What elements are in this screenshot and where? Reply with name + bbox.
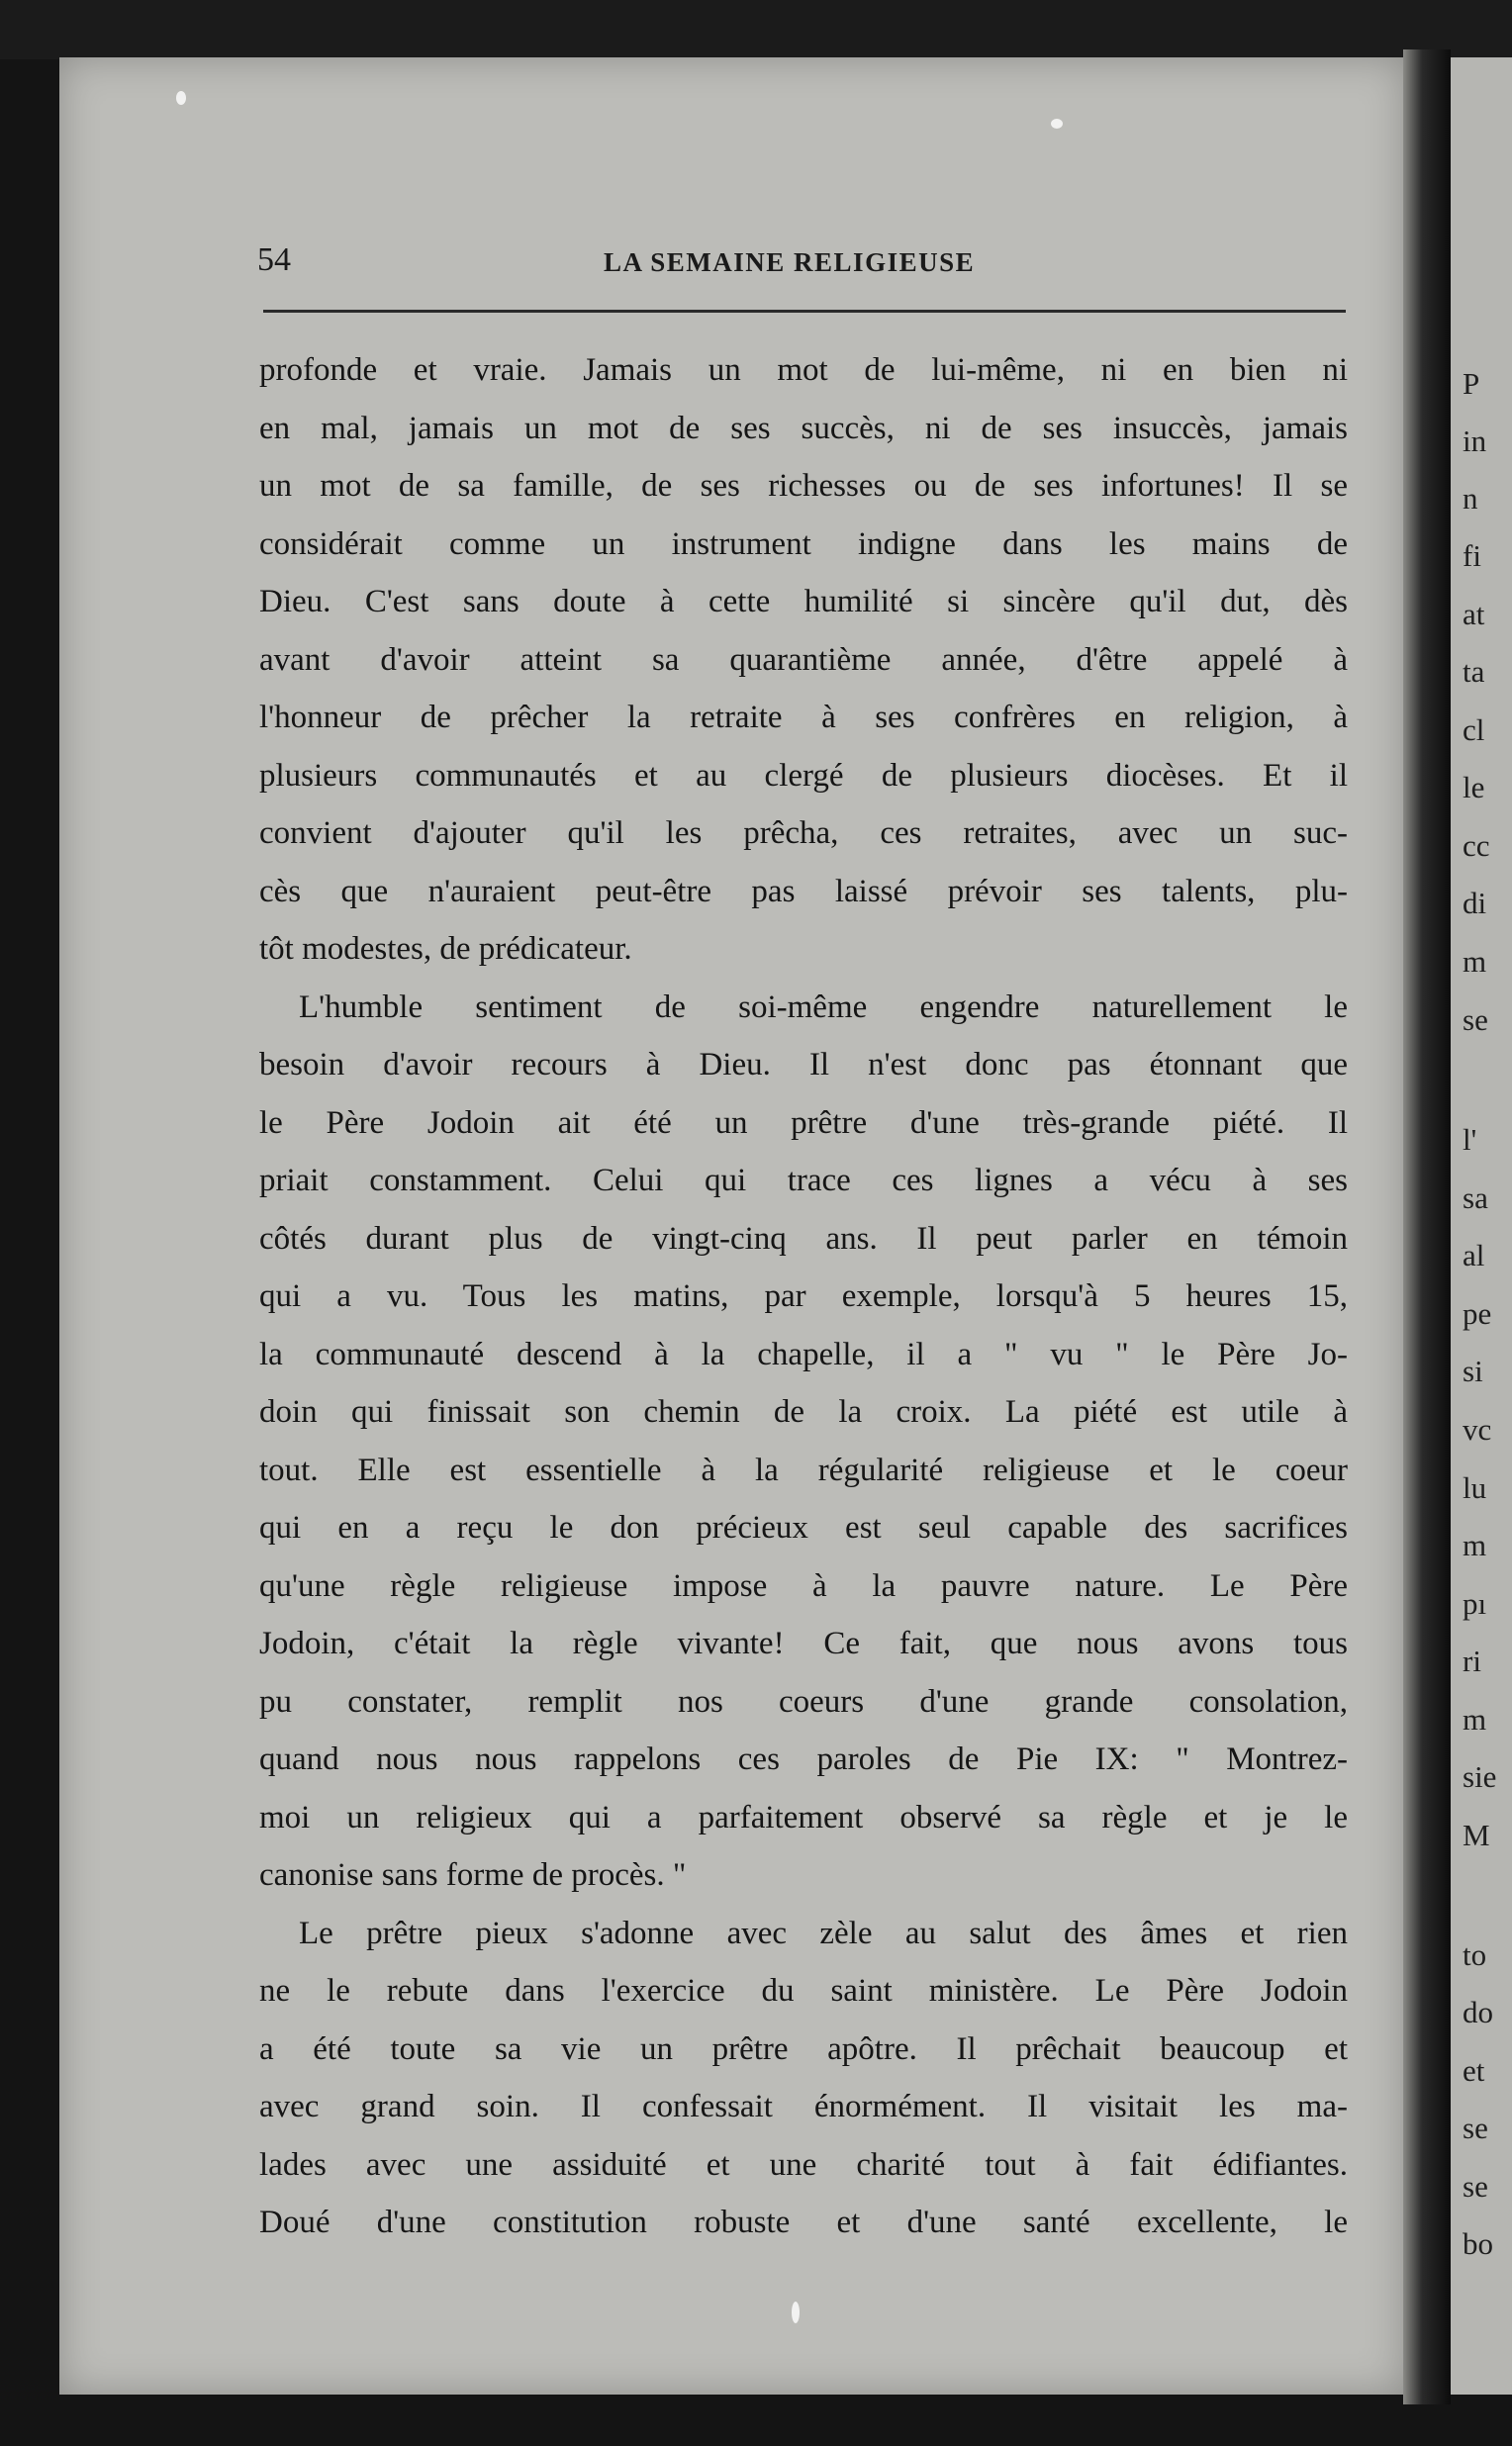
book-gutter bbox=[1403, 49, 1451, 2404]
text-line: Doué d'une constitution robuste et d'une santé excellente, le bbox=[259, 2205, 1348, 2240]
adjacent-page-fragment: to bbox=[1463, 1937, 1487, 1972]
text-line: tout. Elle est essentielle à la régularité religieuse et le coeur bbox=[259, 1452, 1348, 1488]
adjacent-page-fragment: at bbox=[1463, 597, 1485, 631]
text-line: Le prêtre pieux s'adonne avec zèle au salut des âmes et rien bbox=[299, 1915, 1348, 1951]
text-line: plusieurs communautés et au clergé de plusieurs diocèses. Et il bbox=[259, 757, 1348, 794]
text-line: en mal, jamais un mot de ses succès, ni de ses insuccès, jamais bbox=[259, 410, 1348, 446]
adjacent-page-fragment: bo bbox=[1463, 2226, 1493, 2261]
adjacent-page-fragment: al bbox=[1463, 1238, 1485, 1272]
text-line: lades avec une assiduité et une charité tout à fait édifiantes. bbox=[259, 2146, 1348, 2183]
running-title: LA SEMAINE RELIGIEUSE bbox=[604, 247, 976, 277]
adjacent-page-fragment: pı bbox=[1463, 1586, 1487, 1621]
adjacent-page-fragment: in bbox=[1463, 423, 1487, 458]
adjacent-page-fragment: P bbox=[1463, 366, 1480, 401]
adjacent-page-fragment: cl bbox=[1463, 712, 1485, 747]
text-line: L'humble sentiment de soi-même engendre naturellement le bbox=[299, 988, 1348, 1025]
adjacent-page-fragment: ri bbox=[1463, 1644, 1481, 1678]
text-line: cès que n'auraient peut-être pas laissé prévoir ses talents, plu- bbox=[259, 873, 1348, 909]
text-line: moi un religieux qui a parfaitement observé sa règle et je le bbox=[259, 1799, 1348, 1835]
adjacent-page-edge bbox=[1451, 57, 1512, 2395]
adjacent-page-fragment: vc bbox=[1463, 1412, 1492, 1447]
adjacent-page-fragment: et bbox=[1463, 2053, 1485, 2088]
scan-frame-top bbox=[0, 0, 1512, 59]
adjacent-page-fragment: le bbox=[1463, 770, 1485, 804]
text-line: avec grand soin. Il confessait énormément. Il visitait les ma- bbox=[259, 2089, 1348, 2124]
scan-speck bbox=[1051, 119, 1063, 129]
adjacent-page-fragment: sa bbox=[1463, 1180, 1488, 1215]
text-line: le Père Jodoin ait été un prêtre d'une très-grande piété. Il bbox=[259, 1104, 1348, 1141]
adjacent-page-fragment: si bbox=[1463, 1354, 1483, 1388]
text-line: la communauté descend à la chapelle, il a " vu " le Père Jo- bbox=[259, 1336, 1348, 1372]
adjacent-page-fragment: sie bbox=[1463, 1759, 1497, 1794]
page-header bbox=[257, 241, 1346, 281]
scan-speck bbox=[792, 2302, 800, 2323]
text-line: quand nous nous rappelons ces paroles de Pie IX: " Montrez- bbox=[259, 1741, 1348, 1777]
adjacent-page-fragment: se bbox=[1463, 2169, 1488, 2204]
adjacent-page-fragment: m bbox=[1463, 1528, 1487, 1562]
text-line: Dieu. C'est sans doute à cette humilité si sincère qu'il dut, dès bbox=[259, 584, 1348, 619]
body-text bbox=[259, 341, 1348, 2252]
text-line: profonde et vraie. Jamais un mot de lui-même, ni en bien ni bbox=[259, 352, 1348, 388]
adjacent-page-fragment: n bbox=[1463, 481, 1478, 516]
adjacent-page-fragment: do bbox=[1463, 1995, 1493, 2029]
adjacent-page-fragment: pe bbox=[1463, 1296, 1492, 1331]
text-line: canonise sans forme de procès. " bbox=[259, 1857, 687, 1893]
text-line: pu constater, remplit nos coeurs d'une grande consolation, bbox=[259, 1683, 1348, 1720]
adjacent-page-fragment: se bbox=[1463, 2111, 1488, 2145]
adjacent-page-fragment: l' bbox=[1463, 1122, 1477, 1157]
adjacent-page-fragment: fi bbox=[1463, 538, 1481, 573]
adjacent-page-fragment: di bbox=[1463, 886, 1487, 920]
text-line: qu'une règle religieuse impose à la pauvre nature. Le Père bbox=[259, 1567, 1348, 1604]
text-line: l'honneur de prêcher la retraite à ses confrères en religion, à bbox=[259, 700, 1348, 735]
text-line: qui en a reçu le don précieux est seul capable des sacrifices bbox=[259, 1510, 1348, 1546]
text-line: doin qui finissait son chemin de la croix. La piété est utile à bbox=[259, 1394, 1348, 1430]
adjacent-page-fragment: lu bbox=[1463, 1470, 1487, 1505]
header-rule bbox=[263, 310, 1346, 313]
text-line: a été toute sa vie un prêtre apôtre. Il prêchait beaucoup et bbox=[259, 2030, 1348, 2067]
text-line: priait constamment. Celui qui trace ces lignes a vécu à ses bbox=[259, 1163, 1348, 1198]
adjacent-page-fragment: cc bbox=[1463, 828, 1490, 863]
text-line: qui a vu. Tous les matins, par exemple, lorsqu'à 5 heures 15, bbox=[259, 1278, 1348, 1314]
text-line: ne le rebute dans l'exercice du saint ministère. Le Père Jodoin bbox=[259, 1973, 1348, 2009]
text-line: un mot de sa famille, de ses richesses ou de ses infortunes! Il se bbox=[259, 468, 1348, 504]
page-number: 54 bbox=[257, 241, 291, 278]
adjacent-page-fragment: M bbox=[1463, 1818, 1490, 1852]
text-line: convient d'ajouter qu'il les prêcha, ces retraites, avec un suc- bbox=[259, 815, 1348, 851]
text-line: besoin d'avoir recours à Dieu. Il n'est donc pas étonnant que bbox=[259, 1047, 1348, 1082]
adjacent-page-fragment: se bbox=[1463, 1002, 1488, 1037]
text-line: tôt modestes, de prédicateur. bbox=[259, 931, 632, 967]
text-line: côtés durant plus de vingt-cinq ans. Il peut parler en témoin bbox=[259, 1220, 1348, 1257]
text-line: considérait comme un instrument indigne dans les mains de bbox=[259, 525, 1348, 562]
adjacent-page-fragment: m bbox=[1463, 1702, 1487, 1737]
text-line: Jodoin, c'était la règle vivante! Ce fait, que nous avons tous bbox=[259, 1626, 1348, 1661]
adjacent-page-fragment: m bbox=[1463, 944, 1487, 979]
text-line: avant d'avoir atteint sa quarantième année, d'être appelé à bbox=[259, 641, 1348, 678]
scan-speck bbox=[176, 91, 186, 105]
adjacent-page-fragment: ta bbox=[1463, 654, 1485, 689]
